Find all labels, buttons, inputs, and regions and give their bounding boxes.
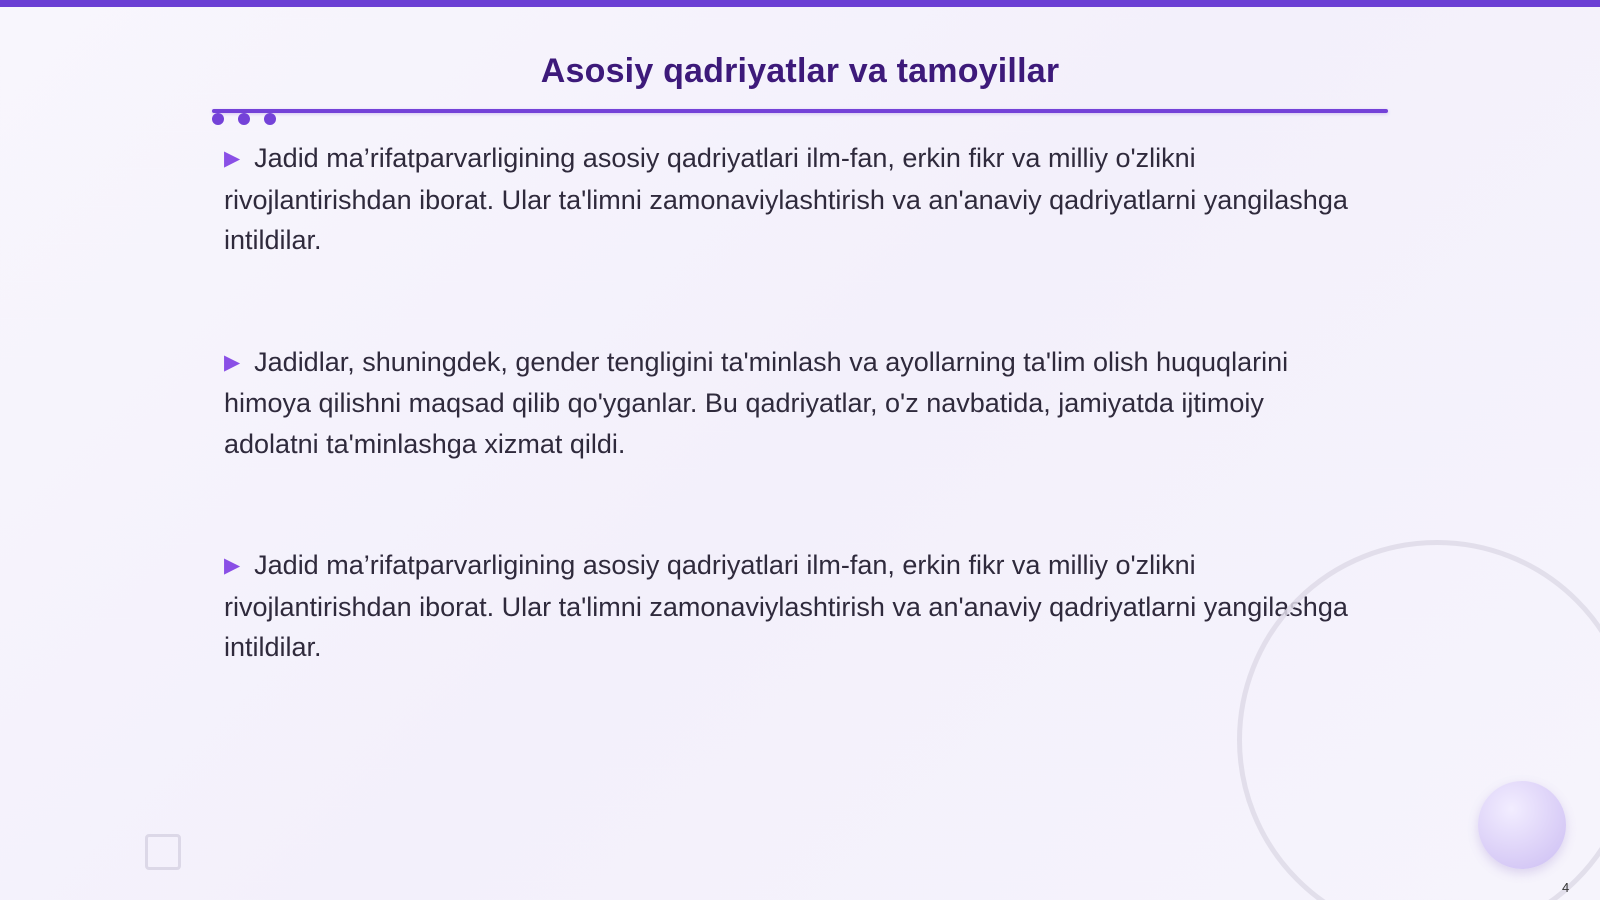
triangle-bullet-icon: ▶	[224, 147, 241, 170]
page-number: 4	[1562, 880, 1570, 895]
bullet-paragraph	[224, 545, 1354, 668]
decorative-dot	[212, 113, 224, 125]
top-accent-bar	[0, 0, 1600, 7]
title-underline	[212, 109, 1388, 113]
decorative-dot	[264, 113, 276, 125]
slide-title: Asosiy qadriyatlar va tamoyillar	[540, 52, 1060, 90]
paragraph-text: Jadidlar, shuningdek, gender tengligini ta'minlash va ayollarning ta'lim olish huquqlarini himoya qilishni maqsad qilib qo'yganlar. Bu qadriyatlar, o'z navbatida, jamiyatda ijtimoiy adolatni ta'minlashga xizmat qildi.	[224, 346, 1289, 459]
decorative-square	[145, 834, 181, 870]
slide-body	[224, 138, 1354, 749]
bullet-paragraph	[224, 138, 1354, 261]
paragraph-text: Jadid ma’rifatparvarligining asosiy qadriyatlari ilm-fan, erkin fikr va milliy o'zlikni rivojlantirishdan iborat. Ular ta'limni zamonaviylashtirish va an'anaviy qadriyatlarni yangilashga intildilar.	[224, 550, 1348, 662]
decorative-orb	[1478, 781, 1566, 869]
triangle-bullet-icon: ▶	[224, 350, 241, 374]
paragraph-text: Jadid ma’rifatparvarligining asosiy qadriyatlari ilm-fan, erkin fikr va milliy o'zlikni rivojlantirishdan iborat. Ular ta'limni zamonaviylashtirish va an'anaviy qadriyatlarni yangilashga intildilar.	[224, 143, 1348, 255]
triangle-bullet-icon: ▶	[224, 554, 241, 577]
decorative-dot	[238, 113, 250, 125]
bullet-paragraph	[224, 342, 1354, 465]
